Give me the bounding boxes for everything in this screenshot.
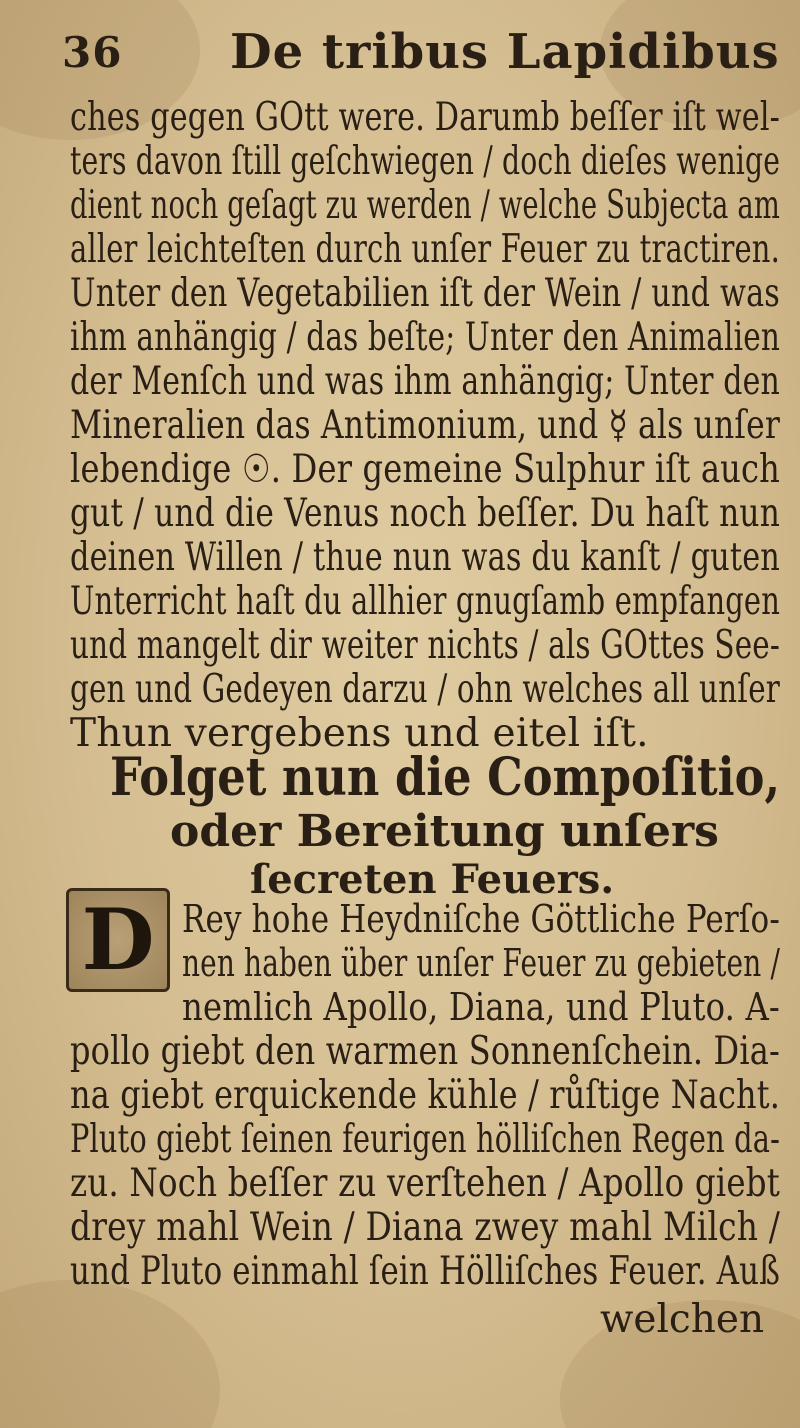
drop-cap-letter: D bbox=[81, 890, 155, 989]
paragraph-first-line: Rey hohe Heydniſche Göttliche Perſo- bbox=[182, 897, 780, 941]
section-heading-line: Folget nun die Compoſitio, bbox=[110, 747, 781, 808]
body-line: lebendige ☉. Der gemeine Sulphur iſt auch bbox=[70, 447, 781, 492]
body-line: und mangelt dir weiter nichts / als GOttes See- bbox=[70, 623, 780, 668]
running-title: De tribus Lapidibus bbox=[230, 24, 780, 80]
body-line: deinen Willen / thue nun was du kanſt / guten bbox=[70, 535, 781, 580]
paragraph-line: Pluto giebt ſeinen feurigen hölliſchen Regen da- bbox=[70, 1117, 780, 1162]
body-line: ches gegen GOtt were. Darumb beſſer iſt wel- bbox=[70, 95, 781, 140]
paragraph-line: zu. Noch beſſer zu verſtehen / Apollo giebt bbox=[70, 1161, 780, 1206]
body-line: gut / und die Venus noch beſſer. Du haſt nun bbox=[70, 491, 781, 536]
body-line: ihm anhängig / das beſte; Unter den Animalien bbox=[70, 315, 780, 360]
paper-stain bbox=[0, 1280, 220, 1428]
body-line: Mineralien das Antimonium, und ☿ als unſer bbox=[70, 403, 781, 448]
page-number: 36 bbox=[62, 28, 123, 77]
catchword: welchen bbox=[600, 1297, 765, 1342]
body-line: gen und Gedeyen darzu / ohn welches all unſer bbox=[70, 667, 780, 712]
section-heading-line: oder Bereitung unſers bbox=[170, 806, 719, 857]
body-line: der Menſch und was ihm anhängig; Unter den bbox=[70, 359, 781, 404]
section-heading-line: ſecreten Feuers. bbox=[250, 856, 615, 903]
body-line: Thun vergebens und eitel iſt. bbox=[70, 711, 649, 756]
body-line: dient noch geſagt zu werden / welche Subjecta am bbox=[70, 183, 780, 228]
body-line: Unter den Vegetabilien iſt der Wein / und was bbox=[70, 271, 781, 316]
body-line: ters davon ſtill geſchwiegen / doch dieſes wenige bbox=[70, 139, 781, 184]
body-line: Unterricht haſt du allhier gnugſamb empfangen bbox=[70, 579, 780, 624]
paragraph-line: nemlich Apollo, Diana, und Pluto. A- bbox=[182, 985, 781, 1029]
drop-cap bbox=[66, 888, 170, 992]
paragraph-line: pollo giebt den warmen Sonnenſchein. Dia- bbox=[70, 1029, 780, 1074]
body-line: aller leichteſten durch unſer Feuer zu tractiren. bbox=[70, 227, 780, 272]
page-header bbox=[62, 22, 780, 82]
paragraph-line: nen haben über unſer Feuer zu gebieten / bbox=[182, 941, 781, 985]
paragraph-line: na giebt erquickende kühle / růſtige Nacht. bbox=[70, 1073, 780, 1118]
paragraph-line: drey mahl Wein / Diana zwey mahl Milch / bbox=[70, 1205, 781, 1250]
paragraph-line: und Pluto einmahl ſein Hölliſches Feuer. Auß bbox=[70, 1249, 780, 1294]
